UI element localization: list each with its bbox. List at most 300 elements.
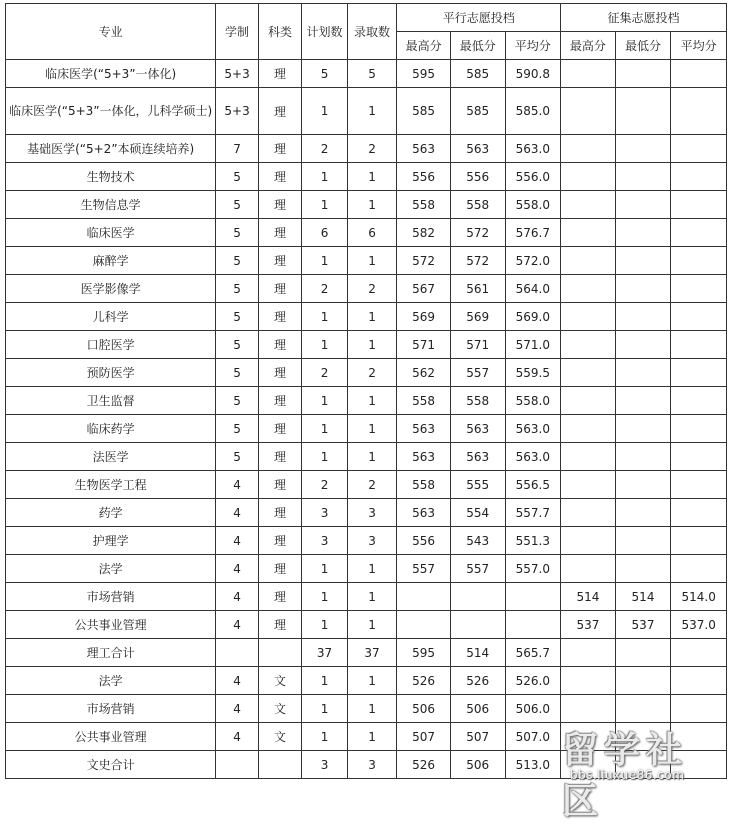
cell-collect-max bbox=[561, 695, 616, 723]
table-row bbox=[6, 611, 727, 639]
cell-collect-avg bbox=[671, 275, 727, 303]
cell-collect-min bbox=[615, 555, 671, 583]
table-row bbox=[6, 695, 727, 723]
header-parallel-avg: 平均分 bbox=[505, 32, 561, 60]
cell-collect-max bbox=[561, 135, 616, 163]
cell-collect-avg bbox=[671, 527, 727, 555]
cell-parallel-max: 572 bbox=[397, 247, 451, 275]
cell-admitted: 1 bbox=[347, 303, 397, 331]
cell-parallel-min: 555 bbox=[450, 471, 505, 499]
cell-parallel-avg: 585.0 bbox=[505, 88, 561, 135]
table-row bbox=[6, 247, 727, 275]
cell-parallel-avg: 572.0 bbox=[505, 247, 561, 275]
cell-years: 5 bbox=[216, 275, 258, 303]
header-collect-avg: 平均分 bbox=[671, 32, 727, 60]
cell-admitted: 3 bbox=[347, 499, 397, 527]
cell-collect-max bbox=[561, 527, 616, 555]
cell-parallel-max: 556 bbox=[397, 163, 451, 191]
cell-parallel-avg: 557.0 bbox=[505, 555, 561, 583]
cell-parallel-avg bbox=[505, 583, 561, 611]
cell-plan: 1 bbox=[302, 303, 348, 331]
cell-collect-max bbox=[561, 751, 616, 779]
cell-plan: 1 bbox=[302, 695, 348, 723]
cell-admitted: 1 bbox=[347, 163, 397, 191]
cell-parallel-avg: 565.7 bbox=[505, 639, 561, 667]
cell-plan: 1 bbox=[302, 443, 348, 471]
cell-collect-min bbox=[615, 443, 671, 471]
cell-collect-avg bbox=[671, 667, 727, 695]
cell-major: 法学 bbox=[6, 667, 216, 695]
cell-major: 临床医学(“5+3”一体化，儿科学硕士) bbox=[6, 88, 216, 135]
cell-collect-avg bbox=[671, 723, 727, 751]
cell-major: 生物信息学 bbox=[6, 191, 216, 219]
cell-collect-max: 514 bbox=[561, 583, 616, 611]
table-row bbox=[6, 219, 727, 247]
table-row bbox=[6, 723, 727, 751]
cell-collect-min bbox=[615, 723, 671, 751]
cell-parallel-min: 526 bbox=[450, 667, 505, 695]
cell-parallel-min: 561 bbox=[450, 275, 505, 303]
cell-years bbox=[216, 639, 258, 667]
cell-plan: 1 bbox=[302, 583, 348, 611]
cell-years: 4 bbox=[216, 555, 258, 583]
cell-category: 文 bbox=[258, 723, 301, 751]
cell-parallel-min: 558 bbox=[450, 191, 505, 219]
cell-collect-avg: 537.0 bbox=[671, 611, 727, 639]
cell-parallel-min: 507 bbox=[450, 723, 505, 751]
cell-major: 市场营销 bbox=[6, 695, 216, 723]
cell-collect-min bbox=[615, 163, 671, 191]
cell-parallel-avg: 526.0 bbox=[505, 667, 561, 695]
cell-admitted: 1 bbox=[347, 611, 397, 639]
cell-plan: 37 bbox=[302, 639, 348, 667]
cell-parallel-avg: 569.0 bbox=[505, 303, 561, 331]
cell-admitted: 1 bbox=[347, 723, 397, 751]
cell-collect-max bbox=[561, 163, 616, 191]
table-row bbox=[6, 331, 727, 359]
cell-parallel-avg: 590.8 bbox=[505, 60, 561, 88]
cell-years: 5 bbox=[216, 247, 258, 275]
cell-collect-avg bbox=[671, 60, 727, 88]
header-row-top bbox=[6, 4, 727, 32]
cell-collect-min bbox=[615, 191, 671, 219]
cell-plan: 2 bbox=[302, 135, 348, 163]
table-row bbox=[6, 415, 727, 443]
header-years: 学制 bbox=[216, 4, 258, 60]
table-row bbox=[6, 303, 727, 331]
cell-collect-min bbox=[615, 639, 671, 667]
cell-collect-min bbox=[615, 527, 671, 555]
cell-parallel-min: 563 bbox=[450, 415, 505, 443]
cell-years: 5 bbox=[216, 331, 258, 359]
cell-parallel-avg: 506.0 bbox=[505, 695, 561, 723]
cell-parallel-min bbox=[450, 611, 505, 639]
cell-years: 5 bbox=[216, 163, 258, 191]
table-row bbox=[6, 471, 727, 499]
cell-parallel-min: 563 bbox=[450, 443, 505, 471]
cell-parallel-max: 556 bbox=[397, 527, 451, 555]
cell-collect-avg bbox=[671, 471, 727, 499]
cell-years: 5 bbox=[216, 415, 258, 443]
cell-collect-min bbox=[615, 471, 671, 499]
cell-parallel-max: 526 bbox=[397, 751, 451, 779]
cell-years: 4 bbox=[216, 667, 258, 695]
cell-plan: 2 bbox=[302, 471, 348, 499]
cell-parallel-avg: 551.3 bbox=[505, 527, 561, 555]
table-row bbox=[6, 275, 727, 303]
cell-parallel-max: 595 bbox=[397, 60, 451, 88]
cell-parallel-min: 572 bbox=[450, 219, 505, 247]
cell-collect-max bbox=[561, 247, 616, 275]
cell-parallel-max: 558 bbox=[397, 191, 451, 219]
cell-category: 理 bbox=[258, 583, 301, 611]
cell-category: 理 bbox=[258, 471, 301, 499]
cell-category: 理 bbox=[258, 387, 301, 415]
cell-category: 文 bbox=[258, 667, 301, 695]
header-parallel-group: 平行志愿投档 bbox=[397, 4, 561, 32]
cell-major: 卫生监督 bbox=[6, 387, 216, 415]
cell-category: 文 bbox=[258, 695, 301, 723]
cell-admitted: 1 bbox=[347, 415, 397, 443]
table-row bbox=[6, 527, 727, 555]
header-collect-group: 征集志愿投档 bbox=[561, 4, 727, 32]
cell-parallel-min: 571 bbox=[450, 331, 505, 359]
cell-years: 5 bbox=[216, 219, 258, 247]
cell-category: 理 bbox=[258, 331, 301, 359]
cell-parallel-min: 556 bbox=[450, 163, 505, 191]
cell-category: 理 bbox=[258, 415, 301, 443]
cell-parallel-max: 585 bbox=[397, 88, 451, 135]
cell-collect-min bbox=[615, 275, 671, 303]
cell-collect-avg bbox=[671, 88, 727, 135]
cell-years bbox=[216, 751, 258, 779]
cell-collect-min bbox=[615, 359, 671, 387]
table-row bbox=[6, 583, 727, 611]
cell-collect-max: 537 bbox=[561, 611, 616, 639]
cell-collect-max bbox=[561, 639, 616, 667]
header-major: 专业 bbox=[6, 4, 216, 60]
table-row bbox=[6, 163, 727, 191]
cell-plan: 1 bbox=[302, 611, 348, 639]
cell-collect-min: 514 bbox=[615, 583, 671, 611]
cell-admitted: 1 bbox=[347, 555, 397, 583]
cell-category bbox=[258, 639, 301, 667]
cell-parallel-min: 506 bbox=[450, 751, 505, 779]
cell-collect-min bbox=[615, 331, 671, 359]
cell-admitted: 1 bbox=[347, 387, 397, 415]
cell-years: 5 bbox=[216, 387, 258, 415]
cell-plan: 3 bbox=[302, 527, 348, 555]
table-row bbox=[6, 60, 727, 88]
cell-years: 4 bbox=[216, 611, 258, 639]
cell-collect-avg bbox=[671, 219, 727, 247]
cell-major: 法学 bbox=[6, 555, 216, 583]
cell-admitted: 2 bbox=[347, 471, 397, 499]
cell-plan: 6 bbox=[302, 219, 348, 247]
cell-plan: 1 bbox=[302, 387, 348, 415]
cell-collect-min bbox=[615, 88, 671, 135]
cell-major: 理工合计 bbox=[6, 639, 216, 667]
cell-parallel-max: 569 bbox=[397, 303, 451, 331]
cell-category: 理 bbox=[258, 527, 301, 555]
table-row bbox=[6, 499, 727, 527]
cell-parallel-max: 595 bbox=[397, 639, 451, 667]
cell-years: 7 bbox=[216, 135, 258, 163]
cell-collect-min bbox=[615, 387, 671, 415]
cell-admitted: 3 bbox=[347, 527, 397, 555]
cell-parallel-min: 572 bbox=[450, 247, 505, 275]
cell-major: 市场营销 bbox=[6, 583, 216, 611]
cell-collect-max bbox=[561, 359, 616, 387]
table-row bbox=[6, 191, 727, 219]
cell-plan: 1 bbox=[302, 723, 348, 751]
cell-collect-min bbox=[615, 60, 671, 88]
cell-category: 理 bbox=[258, 611, 301, 639]
header-collect-max: 最高分 bbox=[561, 32, 616, 60]
cell-plan: 2 bbox=[302, 359, 348, 387]
cell-parallel-min bbox=[450, 583, 505, 611]
cell-major: 口腔医学 bbox=[6, 331, 216, 359]
cell-parallel-avg: 507.0 bbox=[505, 723, 561, 751]
watermark-url: bbs.liuxue86.com bbox=[570, 768, 685, 782]
cell-parallel-min: 557 bbox=[450, 359, 505, 387]
cell-plan: 1 bbox=[302, 331, 348, 359]
cell-admitted: 1 bbox=[347, 695, 397, 723]
cell-collect-max bbox=[561, 60, 616, 88]
cell-years: 5+3 bbox=[216, 88, 258, 135]
cell-category: 理 bbox=[258, 88, 301, 135]
table-row bbox=[6, 135, 727, 163]
cell-major: 基础医学(“5+2”本硕连续培养) bbox=[6, 135, 216, 163]
cell-years: 4 bbox=[216, 499, 258, 527]
cell-parallel-min: 543 bbox=[450, 527, 505, 555]
cell-category: 理 bbox=[258, 191, 301, 219]
cell-admitted: 1 bbox=[347, 331, 397, 359]
cell-collect-max bbox=[561, 191, 616, 219]
cell-parallel-max: 567 bbox=[397, 275, 451, 303]
cell-collect-min: 537 bbox=[615, 611, 671, 639]
cell-admitted: 1 bbox=[347, 88, 397, 135]
cell-collect-min bbox=[615, 247, 671, 275]
cell-collect-avg bbox=[671, 191, 727, 219]
cell-collect-avg bbox=[671, 639, 727, 667]
cell-collect-avg bbox=[671, 443, 727, 471]
cell-admitted: 1 bbox=[347, 443, 397, 471]
cell-major: 临床医学(“5+3”一体化) bbox=[6, 60, 216, 88]
cell-parallel-max: 571 bbox=[397, 331, 451, 359]
cell-parallel-min: 514 bbox=[450, 639, 505, 667]
header-collect-min: 最低分 bbox=[615, 32, 671, 60]
cell-collect-max bbox=[561, 219, 616, 247]
cell-collect-max bbox=[561, 88, 616, 135]
cell-major: 公共事业管理 bbox=[6, 723, 216, 751]
cell-collect-avg bbox=[671, 135, 727, 163]
cell-major: 文史合计 bbox=[6, 751, 216, 779]
cell-years: 4 bbox=[216, 583, 258, 611]
cell-years: 5 bbox=[216, 359, 258, 387]
table-row bbox=[6, 667, 727, 695]
cell-admitted: 1 bbox=[347, 247, 397, 275]
cell-category bbox=[258, 751, 301, 779]
cell-parallel-max: 563 bbox=[397, 443, 451, 471]
table-row bbox=[6, 751, 727, 779]
cell-parallel-max: 558 bbox=[397, 471, 451, 499]
cell-collect-avg bbox=[671, 163, 727, 191]
cell-collect-max bbox=[561, 331, 616, 359]
header-plan: 计划数 bbox=[302, 4, 348, 60]
cell-years: 5+3 bbox=[216, 60, 258, 88]
cell-parallel-min: 558 bbox=[450, 387, 505, 415]
cell-major: 麻醉学 bbox=[6, 247, 216, 275]
cell-parallel-max: 506 bbox=[397, 695, 451, 723]
table-row bbox=[6, 88, 727, 135]
cell-parallel-max: 557 bbox=[397, 555, 451, 583]
cell-parallel-min: 563 bbox=[450, 135, 505, 163]
cell-plan: 1 bbox=[302, 667, 348, 695]
cell-parallel-min: 569 bbox=[450, 303, 505, 331]
cell-plan: 1 bbox=[302, 247, 348, 275]
cell-parallel-max: 563 bbox=[397, 415, 451, 443]
cell-category: 理 bbox=[258, 247, 301, 275]
cell-major: 公共事业管理 bbox=[6, 611, 216, 639]
cell-major: 法医学 bbox=[6, 443, 216, 471]
cell-parallel-avg: 563.0 bbox=[505, 443, 561, 471]
cell-parallel-avg: 563.0 bbox=[505, 135, 561, 163]
cell-parallel-avg: 556.0 bbox=[505, 163, 561, 191]
cell-major: 生物技术 bbox=[6, 163, 216, 191]
cell-parallel-avg: 563.0 bbox=[505, 415, 561, 443]
cell-parallel-avg: 564.0 bbox=[505, 275, 561, 303]
cell-plan: 3 bbox=[302, 499, 348, 527]
cell-collect-avg bbox=[671, 247, 727, 275]
cell-collect-max bbox=[561, 667, 616, 695]
cell-parallel-max: 558 bbox=[397, 387, 451, 415]
cell-collect-avg bbox=[671, 303, 727, 331]
table-body bbox=[6, 60, 727, 779]
cell-parallel-min: 506 bbox=[450, 695, 505, 723]
cell-plan: 1 bbox=[302, 191, 348, 219]
cell-major: 医学影像学 bbox=[6, 275, 216, 303]
cell-major: 生物医学工程 bbox=[6, 471, 216, 499]
cell-collect-min bbox=[615, 219, 671, 247]
cell-parallel-max bbox=[397, 611, 451, 639]
table-row bbox=[6, 359, 727, 387]
cell-plan: 3 bbox=[302, 751, 348, 779]
cell-major: 儿科学 bbox=[6, 303, 216, 331]
cell-parallel-avg: 559.5 bbox=[505, 359, 561, 387]
cell-category: 理 bbox=[258, 555, 301, 583]
table-row bbox=[6, 387, 727, 415]
cell-category: 理 bbox=[258, 163, 301, 191]
cell-admitted: 1 bbox=[347, 191, 397, 219]
cell-collect-avg bbox=[671, 331, 727, 359]
cell-parallel-max: 562 bbox=[397, 359, 451, 387]
cell-parallel-min: 585 bbox=[450, 88, 505, 135]
cell-plan: 1 bbox=[302, 163, 348, 191]
cell-parallel-max bbox=[397, 583, 451, 611]
cell-collect-max bbox=[561, 499, 616, 527]
cell-admitted: 3 bbox=[347, 751, 397, 779]
header-parallel-max: 最高分 bbox=[397, 32, 451, 60]
cell-plan: 1 bbox=[302, 555, 348, 583]
cell-plan: 5 bbox=[302, 60, 348, 88]
cell-collect-max bbox=[561, 303, 616, 331]
cell-admitted: 37 bbox=[347, 639, 397, 667]
cell-parallel-avg: 576.7 bbox=[505, 219, 561, 247]
cell-admitted: 1 bbox=[347, 667, 397, 695]
cell-parallel-max: 563 bbox=[397, 135, 451, 163]
cell-collect-max bbox=[561, 443, 616, 471]
cell-category: 理 bbox=[258, 303, 301, 331]
cell-collect-min bbox=[615, 415, 671, 443]
cell-parallel-max: 526 bbox=[397, 667, 451, 695]
cell-collect-avg bbox=[671, 387, 727, 415]
cell-collect-avg bbox=[671, 555, 727, 583]
cell-years: 4 bbox=[216, 471, 258, 499]
cell-collect-avg bbox=[671, 499, 727, 527]
cell-years: 4 bbox=[216, 695, 258, 723]
cell-parallel-min: 585 bbox=[450, 60, 505, 88]
cell-major: 临床医学 bbox=[6, 219, 216, 247]
cell-category: 理 bbox=[258, 499, 301, 527]
table-row bbox=[6, 555, 727, 583]
cell-parallel-avg: 558.0 bbox=[505, 191, 561, 219]
header-parallel-min: 最低分 bbox=[450, 32, 505, 60]
cell-parallel-avg: 558.0 bbox=[505, 387, 561, 415]
cell-collect-max bbox=[561, 723, 616, 751]
header-category: 科类 bbox=[258, 4, 301, 60]
cell-collect-min bbox=[615, 135, 671, 163]
cell-collect-avg: 514.0 bbox=[671, 583, 727, 611]
cell-major: 临床药学 bbox=[6, 415, 216, 443]
cell-category: 理 bbox=[258, 60, 301, 88]
cell-parallel-avg: 557.7 bbox=[505, 499, 561, 527]
cell-category: 理 bbox=[258, 443, 301, 471]
cell-admitted: 2 bbox=[347, 275, 397, 303]
table-row bbox=[6, 443, 727, 471]
cell-admitted: 1 bbox=[347, 583, 397, 611]
cell-parallel-avg: 571.0 bbox=[505, 331, 561, 359]
cell-years: 4 bbox=[216, 527, 258, 555]
cell-collect-min bbox=[615, 499, 671, 527]
cell-collect-avg bbox=[671, 359, 727, 387]
cell-major: 预防医学 bbox=[6, 359, 216, 387]
cell-years: 5 bbox=[216, 303, 258, 331]
cell-collect-avg bbox=[671, 751, 727, 779]
cell-category: 理 bbox=[258, 359, 301, 387]
cell-collect-avg bbox=[671, 695, 727, 723]
cell-parallel-avg: 513.0 bbox=[505, 751, 561, 779]
cell-major: 护理学 bbox=[6, 527, 216, 555]
cell-collect-min bbox=[615, 667, 671, 695]
cell-plan: 2 bbox=[302, 275, 348, 303]
cell-years: 5 bbox=[216, 443, 258, 471]
cell-plan: 1 bbox=[302, 415, 348, 443]
cell-parallel-max: 563 bbox=[397, 499, 451, 527]
cell-parallel-min: 554 bbox=[450, 499, 505, 527]
cell-collect-max bbox=[561, 275, 616, 303]
cell-years: 4 bbox=[216, 723, 258, 751]
cell-collect-min bbox=[615, 303, 671, 331]
cell-parallel-max: 582 bbox=[397, 219, 451, 247]
cell-admitted: 2 bbox=[347, 135, 397, 163]
cell-collect-min bbox=[615, 751, 671, 779]
cell-collect-max bbox=[561, 387, 616, 415]
cell-major: 药学 bbox=[6, 499, 216, 527]
cell-admitted: 6 bbox=[347, 219, 397, 247]
cell-parallel-avg: 556.5 bbox=[505, 471, 561, 499]
watermark-logo-text: 留学社区 bbox=[562, 730, 689, 822]
